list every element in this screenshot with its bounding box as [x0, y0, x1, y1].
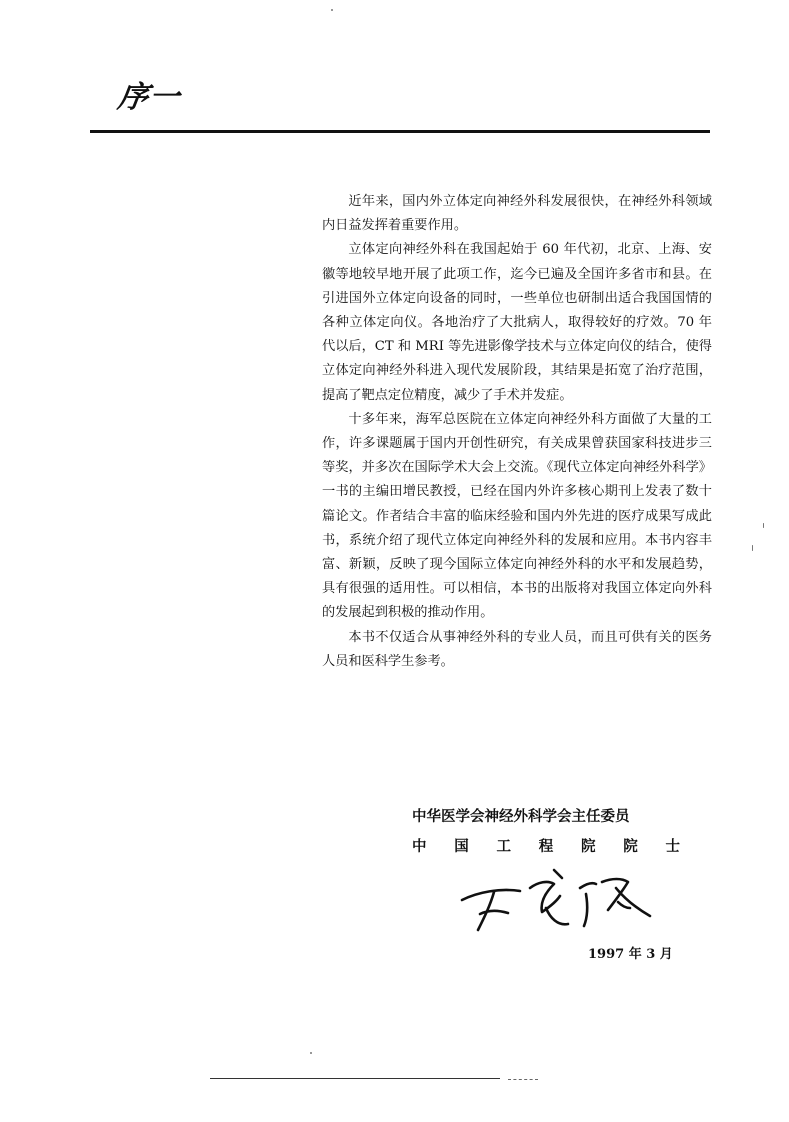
- signoff-char: 国: [454, 839, 469, 855]
- signoff-block: [412, 802, 680, 862]
- paragraph: 本书不仅适合从事神经外科的专业人员，而且可供有关的医务人员和医科学生参考。: [322, 629, 712, 669]
- scan-speck: [763, 523, 764, 528]
- preface-body: [322, 190, 712, 674]
- signoff-position: 中华医学会神经外科学会主任委员: [412, 809, 630, 825]
- signoff-char: 院: [623, 839, 638, 855]
- page-title: 序一: [115, 80, 183, 115]
- signoff-char: 工: [496, 839, 511, 855]
- signoff-char: 程: [538, 839, 554, 855]
- handwritten-signature: [450, 858, 680, 938]
- signoff-char: 士: [665, 839, 680, 855]
- footer-rule: [210, 1078, 500, 1079]
- footer-dash: [508, 1079, 538, 1080]
- signoff-char: 中: [412, 839, 427, 855]
- date: 1997 年 3 月: [588, 947, 673, 962]
- paragraph: 近年来，国内外立体定向神经外科发展很快，在神经外科领域内日益发挥着重要作用。: [322, 194, 712, 234]
- scan-speck: [752, 545, 753, 551]
- paragraph: 立体定向神经外科在我国起始于 60 年代初，北京、上海、安徽等地较早地开展了此项工作，迄今已遍及全国许多省市和县。在引进国外立体定向设备的同时，一些单位也研制出适合我国国情的各种立体定向仪。各地治疗了大批病人，取得较好的疗效。70 年代以后，CT 和 MRI 等先进影像学技术与立体定向仪的结合，使得立体定向神经外科进入现代发展阶段，其结果是拓宽了治疗范围，提高了靶点定位精度，减少了手术并发症。: [322, 242, 712, 403]
- scan-speck: [331, 9, 333, 11]
- signoff-char: 院: [581, 839, 596, 855]
- scan-speck: [310, 1052, 312, 1054]
- paragraph: 十多年来，海军总医院在立体定向神经外科方面做了大量的工作，许多课题属于国内开创性研究，有关成果曾获国家科技进步三等奖，并多次在国际学术大会上交流。《现代立体定向神经外科学》一书的主编田增民教授，已经在国内外许多核心期刊上发表了数十篇论文。作者结合丰富的临床经验和国内外先进的医疗成果写成此书，系统介绍了现代立体定向神经外科的发展和应用。本书内容丰富、新颖，反映了现今国际立体定向神经外科的水平和发展趋势，具有很强的适用性。可以相信，本书的出版将对我国立体定向外科的发展起到积极的推动作用。: [322, 411, 712, 621]
- title-rule: [90, 130, 710, 133]
